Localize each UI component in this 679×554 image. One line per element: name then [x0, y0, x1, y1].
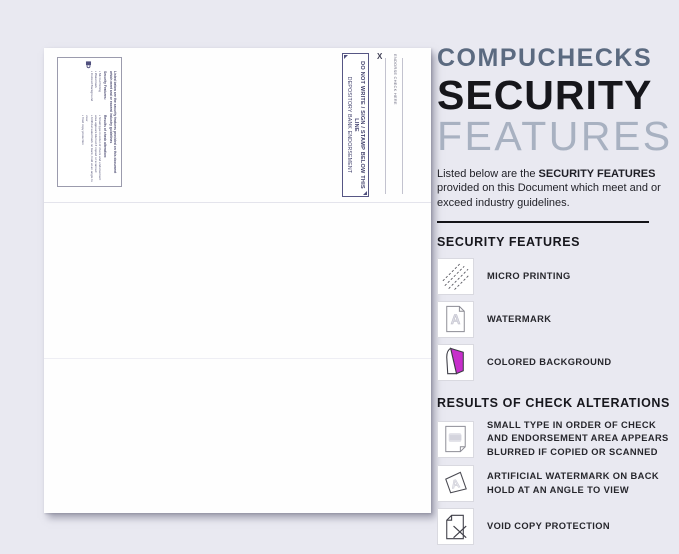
feature-item [437, 258, 674, 295]
alteration-item [437, 465, 674, 502]
angled-watermark-icon [437, 465, 474, 502]
feature-label: MICRO PRINTING [487, 270, 571, 281]
endorse-x-mark: X [377, 52, 383, 61]
brand-compuchecks: COMPUCHECKS [437, 44, 653, 72]
security-features-heading: SECURITY FEATURES [437, 234, 581, 249]
security-box-col1-title: Security Features: [102, 71, 107, 100]
feature-item [437, 301, 674, 338]
intro-bold: SECURITY FEATURES [538, 168, 656, 180]
endorsement-line [402, 58, 403, 194]
security-box-item: • Micro-Printing [97, 71, 102, 93]
do-not-write-label: DO NOT WRITE / SIGN / STAMP BELOW THIS LINE [353, 61, 365, 189]
micro-printing-icon [437, 258, 474, 295]
intro-text [437, 167, 674, 210]
alteration-label: VOID COPY PROTECTION [487, 521, 611, 532]
brand-features: FEATURES [437, 113, 673, 159]
brand-security: SECURITY [437, 72, 653, 118]
security-box-item: • Watermark [93, 71, 98, 88]
endorse-check-here-label: ENDORSE CHECK HERE [393, 54, 398, 105]
svg-text:A: A [450, 477, 461, 492]
depository-endorsement-label: DEPOSITORY BANK ENDORSEMENT [346, 76, 352, 174]
intro-post: provided on this Document which meet and or exceed industry guidelines. [437, 182, 661, 209]
feature-item [437, 344, 674, 381]
check-sheet [44, 48, 431, 513]
security-box-item: • Colored Background [89, 71, 94, 102]
alteration-label: SMALL TYPE IN ORDER OF CHECK AND ENDORSEMENT AREA APPEARS BLURRED IF COPIED OR SCANNED [487, 419, 669, 457]
endorse-check-here [390, 54, 398, 105]
blurred-page-icon [437, 421, 474, 458]
padlock-icon [60, 60, 117, 69]
do-not-write-strip [342, 53, 369, 197]
security-box-item: • Artificial watermark on back, hold at an angle to view [85, 115, 94, 182]
alterations-heading: RESULTS OF CHECK ALTERATIONS [437, 395, 670, 410]
check-security-info-box [57, 57, 122, 187]
fold-line-bottom [44, 358, 431, 359]
colored-background-icon [437, 344, 474, 381]
feature-label: COLORED BACKGROUND [487, 356, 612, 367]
security-box-item: • Small type in order of check and endorsement area appears blurred if copied or scanned [93, 115, 102, 181]
security-box-col2-title: Results of check alteration: [102, 115, 107, 159]
svg-text:A: A [450, 312, 461, 328]
divider [437, 221, 649, 223]
security-box-header: Listed below are the security features provided on this document which meet and or exceed industry guidelines [108, 71, 117, 174]
alteration-label: ARTIFICIAL WATERMARK ON BACK HOLD AT AN ANGLE TO VIEW [487, 471, 659, 495]
void-copy-icon [437, 508, 474, 545]
fold-line-top [44, 202, 431, 203]
feature-label: WATERMARK [487, 313, 552, 324]
endorsement-line [385, 58, 386, 194]
info-panel [437, 44, 674, 545]
security-box-item: • Void copy protection [81, 115, 86, 145]
alteration-item [437, 508, 674, 545]
alteration-item [437, 419, 674, 459]
watermark-icon [437, 301, 474, 338]
intro-pre: Listed below are the [437, 168, 539, 180]
